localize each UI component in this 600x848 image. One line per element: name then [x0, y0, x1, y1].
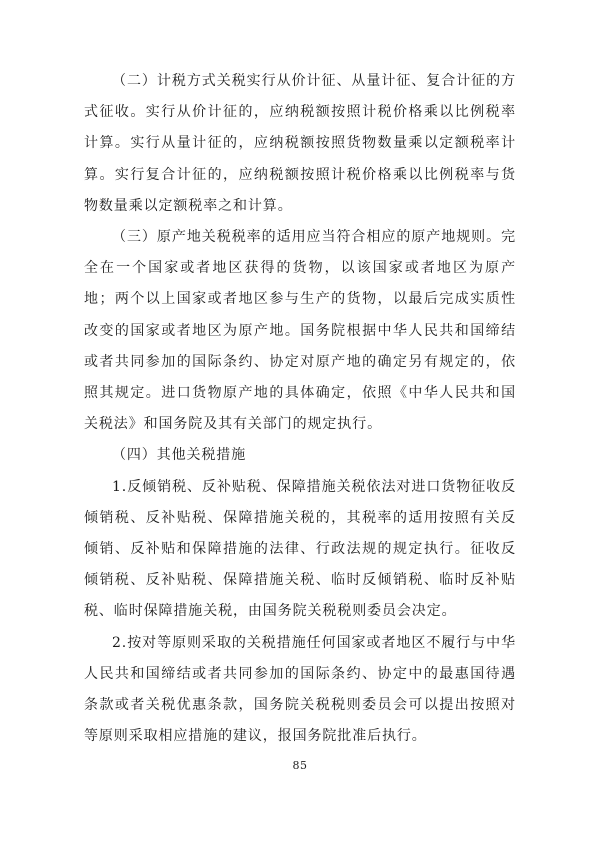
paragraph-trade-remedy-duties: 1.反倾销税、反补贴税、保障措施关税依法对进口货物征收反倾销税、反补贴税、保障措施关税的，其税率的适用按照有关反倾销、反补贴和保障措施的法律、行政法规的规定执行。征收反倾销税、反补贴税、保障措施关税、临时反倾销税、临时反补贴税、临时保障措施关税，由国务院关税税则委员会决定。 — [84, 478, 516, 620]
paragraph-reciprocity-measures: 2.按对等原则采取的关税措施任何国家或者地区不履行与中华人民共和国缔结或者共同参加的国际条约、协定中的最惠国待遇条款或者关税优惠条款，国务院关税税则委员会可以提出按照对等原则采取相应措施的建议，报国务院批准后执行。 — [84, 634, 516, 745]
body-text — [84, 66, 516, 752]
page-number: 85 — [292, 759, 308, 772]
paragraph-computation-method: （二）计税方式关税实行从价计征、从量计征、复合计征的方式征收。实行从价计征的，应纳税额按照计税价格乘以比例税率计算。实行从量计征的，应纳税额按照货物数量乘以定额税率计算。实行复合计征的，应纳税额按照计税价格乘以比例税率与货物数量乘以定额税率之和计算。 — [84, 73, 516, 214]
section-heading-other-measures: （四）其他关税措施 — [112, 447, 247, 464]
paragraph-origin-rules: （三）原产地关税税率的适用应当符合相应的原产地规则。完全在一个国家或者地区获得的货物，以该国家或者地区为原产地；两个以上国家或者地区参与生产的货物，以最后完成实质性改变的国家或者地区为原产地。国务院根据中华人民共和国缔结或者共同参加的国际条约、协定对原产地的确定另有规定的，依照其规定。进口货物原产地的具体确定，依照《中华人民共和国关税法》和国务院及其有关部门的规定执行。 — [84, 229, 516, 433]
